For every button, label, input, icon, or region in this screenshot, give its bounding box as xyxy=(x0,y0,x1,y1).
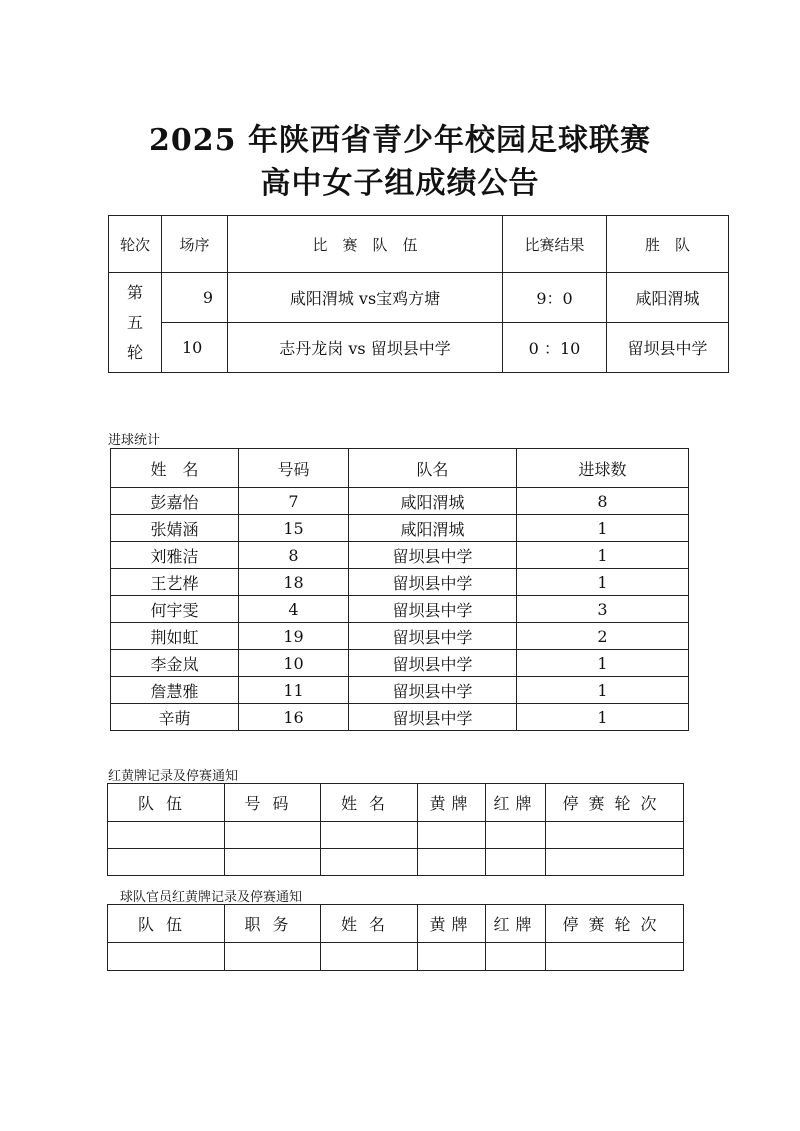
header-round: 轮次 xyxy=(109,216,162,273)
table-row: 张婧涵 15 咸阳渭城 1 xyxy=(111,515,689,542)
table-row: 刘雅洁 8 留坝县中学 1 xyxy=(111,542,689,569)
header-match-no: 场序 xyxy=(162,216,228,273)
round-cell: 第 五 轮 xyxy=(109,273,162,373)
table-row xyxy=(108,849,684,876)
page-title: 2025 年陕西省青少年校园足球联赛 xyxy=(149,123,651,158)
goals-table xyxy=(110,448,689,731)
table-row: 李金岚 10 留坝县中学 1 xyxy=(111,650,689,677)
page-subtitle: 高中女子组成绩公告 xyxy=(260,166,540,201)
header-suspension-rounds: 停赛轮次 xyxy=(546,784,684,822)
header-number: 号码 xyxy=(239,449,349,488)
table-row: 詹慧雅 11 留坝县中学 1 xyxy=(111,677,689,704)
header-red-card: 红牌 xyxy=(486,905,546,943)
table-row xyxy=(109,273,729,323)
header-suspension-rounds: 停赛轮次 xyxy=(546,905,684,943)
match-winner: 留坝县中学 xyxy=(607,323,729,373)
cards-header-row xyxy=(108,784,684,822)
match-score: 9：0 xyxy=(503,273,607,323)
table-row: 王艺桦 18 留坝县中学 1 xyxy=(111,569,689,596)
header-team: 队伍 xyxy=(108,905,225,943)
header-team: 队名 xyxy=(349,449,517,488)
header-position: 职务 xyxy=(225,905,321,943)
goals-header-row xyxy=(111,449,689,488)
header-name: 姓 名 xyxy=(111,449,239,488)
table-row xyxy=(108,943,684,971)
header-goals: 进球数 xyxy=(517,449,689,488)
table-row: 彭嘉怡 7 咸阳渭城 8 xyxy=(111,488,689,515)
header-red-card: 红牌 xyxy=(486,784,546,822)
table-row: 辛萌 16 留坝县中学 1 xyxy=(111,704,689,731)
match-no: 9 xyxy=(162,273,228,323)
header-name: 姓名 xyxy=(321,784,418,822)
header-teams: 比 赛 队 伍 xyxy=(228,216,503,273)
officials-header-row xyxy=(108,905,684,943)
header-team: 队伍 xyxy=(108,784,225,822)
goals-section-label: 进球统计 xyxy=(108,433,161,448)
match-winner: 咸阳渭城 xyxy=(607,273,729,323)
header-name: 姓名 xyxy=(321,905,418,943)
match-teams: 咸阳渭城 vs宝鸡方塘 xyxy=(228,273,503,323)
results-table xyxy=(108,215,729,373)
table-row: 荆如虹 19 留坝县中学 2 xyxy=(111,623,689,650)
table-row: 何宇雯 4 留坝县中学 3 xyxy=(111,596,689,623)
cards-table xyxy=(107,783,684,876)
results-header-row xyxy=(109,216,729,273)
cards-section-label: 红黄牌记录及停赛通知 xyxy=(108,769,239,784)
match-score: 0 ：10 xyxy=(503,323,607,373)
match-no: 10 xyxy=(162,323,228,373)
header-yellow-card: 黄牌 xyxy=(418,905,486,943)
header-yellow-card: 黄牌 xyxy=(418,784,486,822)
table-row xyxy=(109,323,729,373)
match-teams: 志丹龙岗 vs 留坝县中学 xyxy=(228,323,503,373)
header-winner: 胜 队 xyxy=(607,216,729,273)
officials-section-label: 球队官员红黄牌记录及停赛通知 xyxy=(120,890,303,905)
officials-table xyxy=(107,904,684,971)
header-number: 号码 xyxy=(225,784,321,822)
header-result: 比赛结果 xyxy=(503,216,607,273)
table-row xyxy=(108,822,684,849)
